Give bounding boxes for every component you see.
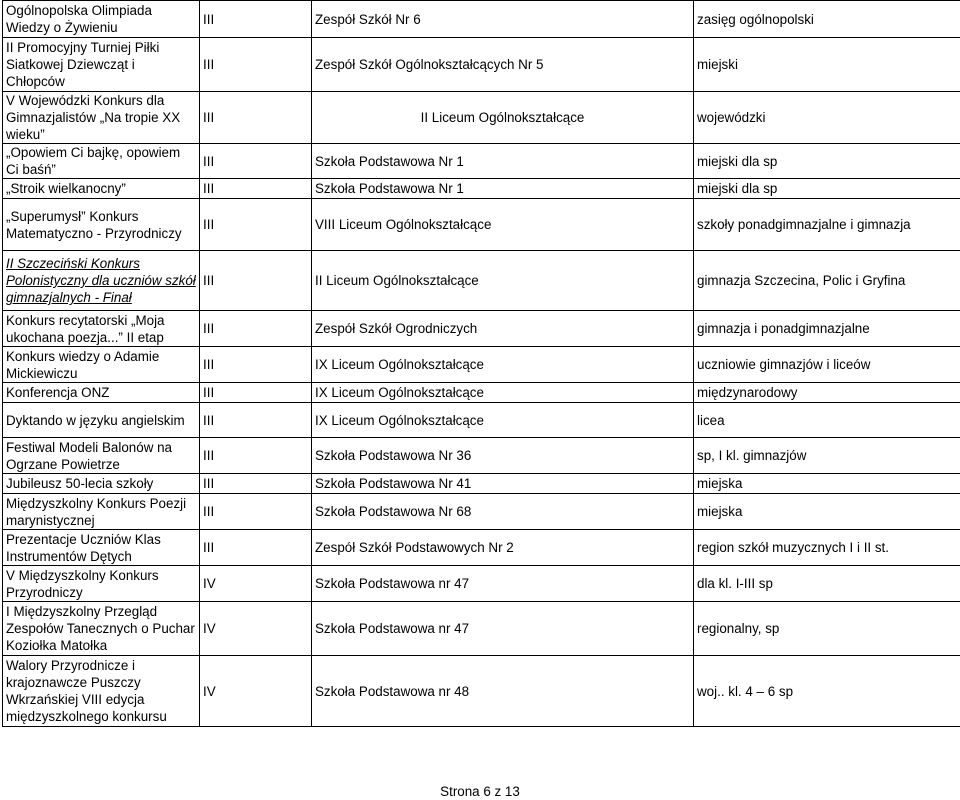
- school-cell: VIII Liceum Ogólnokształcące: [312, 199, 694, 251]
- level-cell: III: [200, 251, 312, 311]
- scope-cell: woj.. kl. 4 – 6 sp: [694, 656, 960, 727]
- scope-cell: międzynarodowy: [694, 383, 960, 403]
- page-number: Strona 6 z 13: [440, 784, 520, 799]
- competition-name-cell: II Szczeciński Konkurs Polonistyczny dla uczniów szkół gimnazjalnych - Finał: [3, 251, 200, 311]
- school-cell: Zespół Szkół Ogrodniczych: [312, 311, 694, 347]
- table-row: [3, 602, 960, 656]
- level-cell: III: [200, 403, 312, 438]
- scope-cell: miejska: [694, 494, 960, 530]
- competition-name-cell: V Międzyszkolny Konkurs Przyrodniczy: [3, 566, 200, 602]
- competition-name-cell: Prezentacje Uczniów Klas Instrumentów Dętych: [3, 530, 200, 566]
- scope-cell: gimnazja Szczecina, Polic i Gryfina: [694, 251, 960, 311]
- level-cell: III: [200, 199, 312, 251]
- table-row: [3, 38, 960, 92]
- table-row: [3, 144, 960, 179]
- competition-name-cell: „Opowiem Ci bajkę, opowiem Ci baśń”: [3, 144, 200, 179]
- table-row: [3, 530, 960, 566]
- level-cell: III: [200, 383, 312, 403]
- competition-name-cell: Dyktando w języku angielskim: [3, 403, 200, 438]
- scope-cell: szkoły ponadgimnazjalne i gimnazja: [694, 199, 960, 251]
- table-row: [3, 383, 960, 403]
- school-cell: II Liceum Ogólnokształcące: [312, 92, 694, 144]
- competition-name-cell: Ogólnopolska Olimpiada Wiedzy o Żywieniu: [3, 1, 200, 38]
- competition-name-cell: Międzyszkolny Konkurs Poezji marynistycznej: [3, 494, 200, 530]
- scope-cell: regionalny, sp: [694, 602, 960, 656]
- school-cell: IX Liceum Ogólnokształcące: [312, 403, 694, 438]
- school-cell: Szkoła Podstawowa Nr 1: [312, 179, 694, 199]
- table-row: [3, 179, 960, 199]
- scope-cell: miejski dla sp: [694, 179, 960, 199]
- school-cell: Szkoła Podstawowa Nr 41: [312, 474, 694, 494]
- level-cell: III: [200, 38, 312, 92]
- table-row: [3, 311, 960, 347]
- competition-name-cell: „Stroik wielkanocny”: [3, 179, 200, 199]
- competition-name-cell: Walory Przyrodnicze i krajoznawcze Puszczy Wkrzańskiej VIII edycja międzyszkolnego konkursu: [3, 656, 200, 727]
- level-cell: III: [200, 1, 312, 38]
- table-row: [3, 1, 960, 38]
- scope-cell: region szkół muzycznych I i II st.: [694, 530, 960, 566]
- scope-cell: miejski: [694, 38, 960, 92]
- table-row: [3, 347, 960, 383]
- scope-cell: dla kl. I-III sp: [694, 566, 960, 602]
- scope-cell: sp, I kl. gimnazjów: [694, 438, 960, 474]
- competitions-table-body: [3, 1, 960, 727]
- competition-name-cell: Jubileusz 50-lecia szkoły: [3, 474, 200, 494]
- level-cell: III: [200, 92, 312, 144]
- competition-name-cell: „Superumysł” Konkurs Matematyczno - Przyrodniczy: [3, 199, 200, 251]
- school-cell: IX Liceum Ogólnokształcące: [312, 347, 694, 383]
- school-cell: Zespół Szkół Nr 6: [312, 1, 694, 38]
- competition-name-cell: I Międzyszkolny Przegląd Zespołów Tanecznych o Puchar Koziołka Matołka: [3, 602, 200, 656]
- scope-cell: uczniowie gimnazjów i liceów: [694, 347, 960, 383]
- school-cell: Szkoła Podstawowa Nr 1: [312, 144, 694, 179]
- table-row: [3, 474, 960, 494]
- level-cell: III: [200, 530, 312, 566]
- competition-name-cell: Festiwal Modeli Balonów na Ogrzane Powietrze: [3, 438, 200, 474]
- competition-name-cell: Konferencja ONZ: [3, 383, 200, 403]
- table-row: [3, 656, 960, 727]
- table-row: [3, 251, 960, 311]
- school-cell: Szkoła Podstawowa nr 48: [312, 656, 694, 727]
- table-row: [3, 199, 960, 251]
- level-cell: III: [200, 347, 312, 383]
- school-cell: Szkoła Podstawowa Nr 68: [312, 494, 694, 530]
- level-cell: III: [200, 474, 312, 494]
- school-cell: IX Liceum Ogólnokształcące: [312, 383, 694, 403]
- level-cell: IV: [200, 602, 312, 656]
- scope-cell: miejska: [694, 474, 960, 494]
- level-cell: III: [200, 494, 312, 530]
- table-row: [3, 494, 960, 530]
- competition-name-cell: V Wojewódzki Konkurs dla Gimnazjalistów „Na tropie XX wieku”: [3, 92, 200, 144]
- level-cell: III: [200, 179, 312, 199]
- school-cell: Zespół Szkół Podstawowych Nr 2: [312, 530, 694, 566]
- scope-cell: wojewódzki: [694, 92, 960, 144]
- school-cell: Zespół Szkół Ogólnokształcących Nr 5: [312, 38, 694, 92]
- school-cell: Szkoła Podstawowa nr 47: [312, 566, 694, 602]
- table-row: [3, 92, 960, 144]
- level-cell: IV: [200, 566, 312, 602]
- competitions-table: [2, 0, 960, 727]
- scope-cell: gimnazja i ponadgimnazjalne: [694, 311, 960, 347]
- level-cell: III: [200, 438, 312, 474]
- table-row: [3, 403, 960, 438]
- school-cell: II Liceum Ogólnokształcące: [312, 251, 694, 311]
- level-cell: IV: [200, 656, 312, 727]
- table-row: [3, 566, 960, 602]
- table-row: [3, 438, 960, 474]
- school-cell: Szkoła Podstawowa Nr 36: [312, 438, 694, 474]
- school-cell: Szkoła Podstawowa nr 47: [312, 602, 694, 656]
- level-cell: III: [200, 311, 312, 347]
- scope-cell: miejski dla sp: [694, 144, 960, 179]
- competition-name-cell: II Promocyjny Turniej Piłki Siatkowej Dziewcząt i Chłopców: [3, 38, 200, 92]
- scope-cell: licea: [694, 403, 960, 438]
- competition-name-cell: Konkurs recytatorski „Moja ukochana poezja...” II etap: [3, 311, 200, 347]
- competition-name-cell: Konkurs wiedzy o Adamie Mickiewiczu: [3, 347, 200, 383]
- level-cell: III: [200, 144, 312, 179]
- scope-cell: zasięg ogólnopolski: [694, 1, 960, 38]
